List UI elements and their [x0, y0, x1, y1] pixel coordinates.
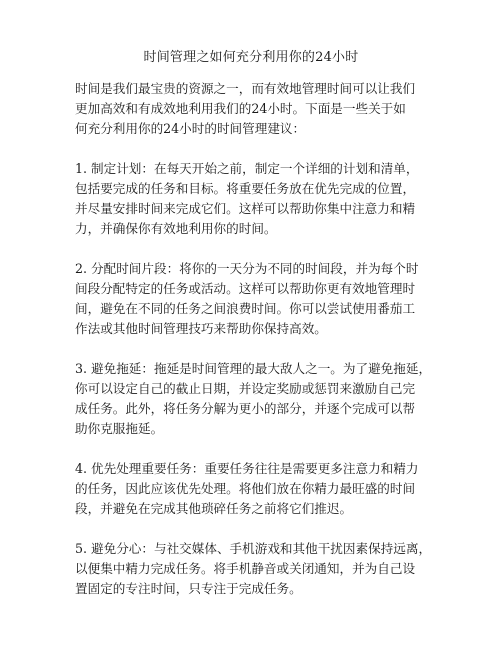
paragraph-line: 你可以设定自己的截止日期，并设定奖励或惩罚来激励自己完 [75, 381, 416, 396]
paragraph-line: 并尽量安排时间来完成它们。这样可以帮助你集中注意力和精 [75, 201, 416, 216]
paragraph-line: 更加高效和有成效地利用我们的24小时。下面是一些关于如 [75, 101, 406, 116]
paragraph-line: 5. 避免分心：与社交媒体、手机游戏和其他干扰因素保持远离， [75, 541, 432, 556]
paragraph-line: 助你克服拖延。 [75, 421, 164, 436]
paragraph-line: 3. 避免拖延：拖延是时间管理的最大敌人之一。为了避免拖延， [75, 361, 432, 376]
paragraph-line: 以便集中精力完成任务。将手机静音或关闭通知，并为自己设 [75, 561, 416, 576]
paragraph-line: 包括要完成的任务和目标。将重要任务放在优先完成的位置， [75, 181, 416, 196]
document-title: 时间管理之如何充分利用你的24小时 [143, 50, 359, 65]
paragraph-line: 何充分利用你的24小时的时间管理建议： [75, 121, 306, 136]
paragraph-line: 间段分配特定的任务或活动。这样可以帮助你更有效地管理时 [75, 281, 416, 296]
intro-paragraph [75, 79, 435, 139]
paragraph-line: 2. 分配时间片段：将你的一天分为不同的时间段，并为每个时 [75, 261, 419, 276]
paragraph-line: 1. 制定计划：在每天开始之前，制定一个详细的计划和清单， [75, 161, 419, 176]
paragraph-line: 作法或其他时间管理技巧来帮助你保持高效。 [75, 321, 327, 336]
paragraph-line: 力，并确保你有效地利用你的时间。 [75, 221, 277, 236]
tip-4-paragraph [75, 459, 435, 519]
tip-1-paragraph [75, 159, 435, 239]
tip-2-paragraph [75, 259, 435, 339]
tip-3-paragraph [75, 359, 435, 439]
document-body [75, 79, 435, 619]
paragraph-line: 的任务，因此应该优先处理。将他们放在你精力最旺盛的时间 [75, 481, 416, 496]
paragraph-line: 间，避免在不同的任务之间浪费时间。你可以尝试使用番茄工 [75, 301, 416, 316]
tip-5-paragraph [75, 539, 435, 599]
paragraph-line: 时间是我们最宝贵的资源之一，而有效地管理时间可以让我们 [75, 81, 416, 96]
paragraph-line: 4. 优先处理重要任务：重要任务往往是需要更多注意力和精力 [75, 461, 419, 476]
paragraph-line: 置固定的专注时间，只专注于完成任务。 [75, 581, 302, 596]
paragraph-line: 成任务。此外，将任务分解为更小的部分，并逐个完成可以帮 [75, 401, 416, 416]
paragraph-line: 段，并避免在完成其他琐碎任务之前将它们推迟。 [75, 501, 353, 516]
